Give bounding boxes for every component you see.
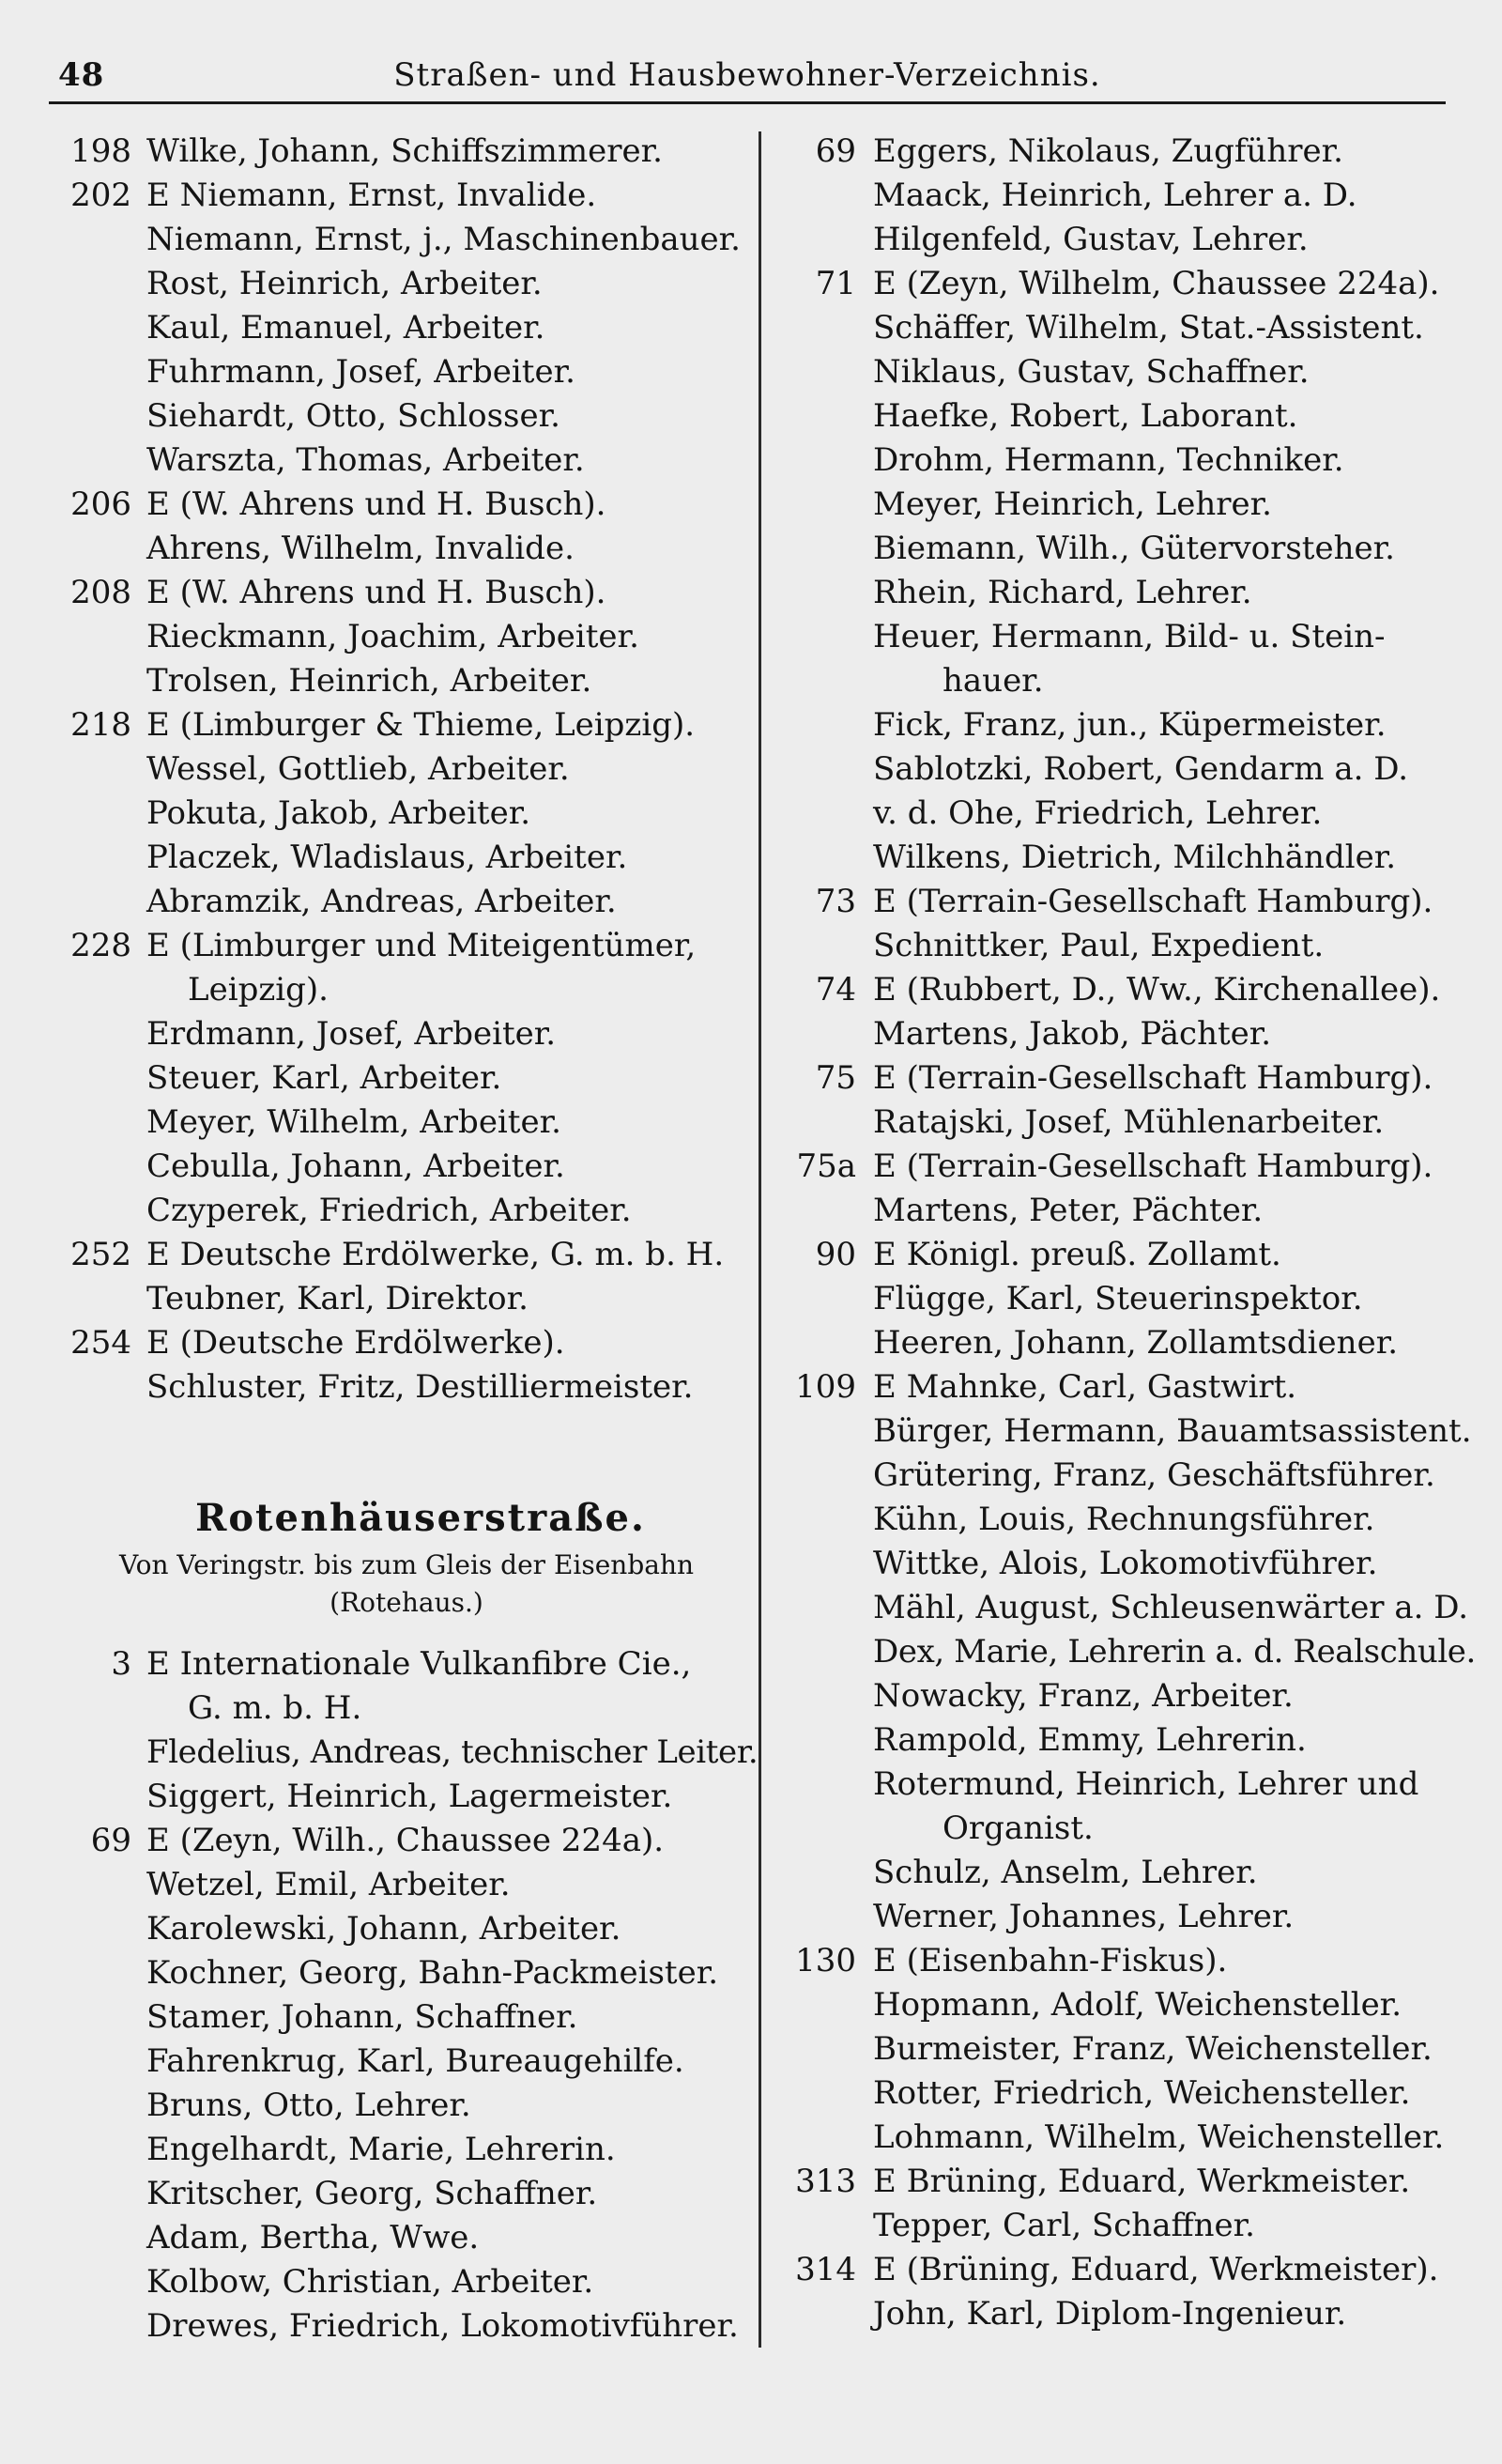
directory-entry bbox=[49, 792, 755, 836]
directory-entry bbox=[770, 130, 1464, 174]
directory-entry bbox=[49, 1277, 755, 1321]
resident-entry: Sablotzki, Robert, Gendarm a. D. bbox=[873, 750, 1409, 788]
section-gap bbox=[49, 1409, 755, 1490]
resident-entry: Kritscher, Georg, Schaffner. bbox=[146, 2175, 598, 2212]
page-header bbox=[49, 49, 1446, 104]
house-number: 3 bbox=[111, 1645, 131, 1683]
directory-entry bbox=[770, 1321, 1464, 1365]
street-route-note: (Rotehaus.) bbox=[330, 1587, 483, 1618]
house-number: 73 bbox=[815, 883, 856, 920]
directory-entry bbox=[49, 2216, 755, 2260]
resident-entry: Niklaus, Gustav, Schaffner. bbox=[873, 353, 1310, 391]
resident-entry: Karolewski, Johann, Arbeiter. bbox=[146, 1910, 621, 1948]
resident-entry: E (Limburger und Miteigentümer, bbox=[146, 927, 697, 964]
resident-entry: E (Brüning, Eduard, Werkmeister). bbox=[873, 2251, 1439, 2288]
house-number: 130 bbox=[795, 1942, 856, 1979]
resident-entry: John, Karl, Diplom-Ingenieur. bbox=[873, 2295, 1347, 2333]
directory-entry bbox=[49, 1995, 755, 2040]
directory-entry bbox=[49, 1863, 755, 1907]
resident-entry: G. m. b. H. bbox=[188, 1689, 362, 1727]
directory-entry bbox=[49, 350, 755, 394]
resident-entry: Adam, Bertha, Wwe. bbox=[146, 2219, 480, 2256]
resident-entry: Wittke, Alois, Lokomotivführer. bbox=[873, 1545, 1378, 1582]
page-number: 48 bbox=[58, 56, 105, 94]
directory-entry bbox=[770, 218, 1464, 262]
directory-entry bbox=[770, 1674, 1464, 1718]
directory-entry bbox=[770, 1101, 1464, 1145]
directory-entry bbox=[49, 1056, 755, 1101]
resident-entry: E (Deutsche Erdölwerke). bbox=[146, 1324, 565, 1362]
resident-entry: Fledelius, Andreas, technischer Leiter. bbox=[146, 1733, 759, 1771]
resident-entry: E (Limburger & Thieme, Leipzig). bbox=[146, 706, 696, 744]
resident-entry: Erdmann, Josef, Arbeiter. bbox=[146, 1015, 557, 1053]
resident-entry: Meyer, Heinrich, Lehrer. bbox=[873, 485, 1272, 523]
directory-entry bbox=[49, 394, 755, 439]
page-title: Straßen- und Hausbewohner-Verzeichnis. bbox=[393, 56, 1101, 94]
directory-entry bbox=[49, 1819, 755, 1863]
house-number: 71 bbox=[815, 265, 856, 302]
directory-entry bbox=[770, 2248, 1464, 2292]
resident-entry: Rhein, Richard, Lehrer. bbox=[873, 574, 1252, 611]
resident-entry: Burmeister, Franz, Weichensteller. bbox=[873, 2030, 1433, 2068]
directory-entry bbox=[49, 880, 755, 924]
directory-entry bbox=[49, 1365, 755, 1409]
resident-entry: Abramzik, Andreas, Arbeiter. bbox=[146, 883, 617, 920]
resident-entry: Fick, Franz, jun., Küpermeister. bbox=[873, 706, 1387, 744]
resident-entry: Rampold, Emmy, Lehrerin. bbox=[873, 1721, 1307, 1759]
resident-entry: Werner, Johannes, Lehrer. bbox=[873, 1898, 1295, 1935]
resident-entry: Heeren, Johann, Zollamtsdiener. bbox=[873, 1324, 1399, 1362]
directory-entry bbox=[770, 306, 1464, 350]
directory-entry bbox=[770, 1233, 1464, 1277]
directory-entry bbox=[770, 659, 1464, 703]
resident-entry: Kolbow, Christian, Arbeiter. bbox=[146, 2263, 594, 2301]
directory-entry bbox=[770, 1851, 1464, 1895]
directory-entry bbox=[49, 1189, 755, 1233]
directory-entry bbox=[770, 2292, 1464, 2336]
directory-entry bbox=[770, 2160, 1464, 2204]
house-number: 75a bbox=[796, 1147, 856, 1185]
column-divider bbox=[759, 131, 761, 2348]
resident-entry: Czyperek, Friedrich, Arbeiter. bbox=[146, 1192, 632, 1229]
directory-entry bbox=[49, 1731, 759, 1775]
directory-entry bbox=[49, 1145, 755, 1189]
directory-entry bbox=[770, 1807, 1464, 1851]
house-number: 218 bbox=[70, 706, 131, 744]
resident-entry: E Brüning, Eduard, Werkmeister. bbox=[873, 2163, 1411, 2200]
directory-entry bbox=[770, 1056, 1464, 1101]
directory-entry bbox=[770, 1012, 1464, 1056]
resident-entry: Haefke, Robert, Laborant. bbox=[873, 397, 1298, 435]
directory-entry bbox=[770, 2071, 1464, 2116]
directory-entry bbox=[49, 2304, 755, 2348]
directory-entry bbox=[49, 2084, 755, 2128]
directory-entry bbox=[770, 2116, 1464, 2160]
resident-entry: Tepper, Carl, Schaffner. bbox=[873, 2207, 1255, 2244]
directory-entry bbox=[770, 880, 1464, 924]
resident-entry: Lohmann, Wilhelm, Weichensteller. bbox=[873, 2118, 1445, 2156]
resident-entry: E (Eisenbahn-Fiskus). bbox=[873, 1942, 1228, 1979]
resident-entry: Martens, Jakob, Pächter. bbox=[873, 1015, 1272, 1053]
resident-entry: Eggers, Nikolaus, Zugführer. bbox=[873, 132, 1343, 170]
directory-entry bbox=[49, 527, 755, 571]
resident-entry: Organist. bbox=[943, 1810, 1094, 1847]
directory-entry bbox=[49, 2040, 755, 2084]
resident-entry: Siehardt, Otto, Schlosser. bbox=[146, 397, 560, 435]
directory-entry bbox=[770, 1277, 1464, 1321]
resident-entry: Martens, Peter, Pächter. bbox=[873, 1192, 1264, 1229]
house-number: 90 bbox=[815, 1236, 856, 1273]
resident-entry: v. d. Ohe, Friedrich, Lehrer. bbox=[873, 794, 1323, 832]
house-number: 198 bbox=[70, 132, 131, 170]
directory-entry bbox=[49, 1686, 755, 1731]
directory-entry bbox=[770, 2027, 1464, 2071]
left-column bbox=[49, 130, 759, 2348]
resident-entry: Niemann, Ernst, j., Maschinenbauer. bbox=[146, 221, 741, 258]
resident-entry: Teubner, Karl, Direktor. bbox=[146, 1280, 529, 1317]
resident-entry: Fuhrmann, Josef, Arbeiter. bbox=[146, 353, 575, 391]
right-entry-list bbox=[770, 130, 1476, 2336]
resident-entry: Kochner, Georg, Bahn-Packmeister. bbox=[146, 1954, 719, 1992]
resident-entry: Wilkens, Dietrich, Milchhändler. bbox=[873, 839, 1397, 876]
house-number: 109 bbox=[795, 1368, 856, 1406]
directory-entry bbox=[770, 483, 1464, 527]
directory-entry bbox=[770, 792, 1464, 836]
resident-entry: Mähl, August, Schleusenwärter a. D. bbox=[873, 1589, 1469, 1626]
directory-entry bbox=[49, 1642, 755, 1686]
house-number: 313 bbox=[795, 2163, 856, 2200]
resident-entry: Dex, Marie, Lehrerin a. d. Realschule. bbox=[873, 1633, 1476, 1671]
directory-entry bbox=[770, 1365, 1464, 1409]
directory-entry bbox=[49, 659, 755, 703]
directory-entry bbox=[49, 1951, 755, 1995]
directory-entry bbox=[770, 615, 1464, 659]
directory-entry bbox=[770, 1763, 1464, 1807]
house-number: 69 bbox=[815, 132, 856, 170]
directory-entry bbox=[49, 1101, 755, 1145]
directory-entry bbox=[49, 2260, 755, 2304]
resident-entry: Rost, Heinrich, Arbeiter. bbox=[146, 265, 543, 302]
resident-entry: Bruns, Otto, Lehrer. bbox=[146, 2087, 471, 2124]
resident-entry: E (Zeyn, Wilhelm, Chaussee 224a). bbox=[873, 265, 1440, 302]
directory-entry bbox=[49, 968, 755, 1012]
resident-entry: Nowacky, Franz, Arbeiter. bbox=[873, 1677, 1294, 1715]
resident-entry: Hilgenfeld, Gustav, Lehrer. bbox=[873, 221, 1309, 258]
house-number: 69 bbox=[90, 1822, 131, 1859]
directory-entry bbox=[770, 527, 1464, 571]
directory-entry bbox=[770, 836, 1464, 880]
resident-entry: E Niemann, Ernst, Invalide. bbox=[146, 177, 597, 214]
resident-entry: Hopmann, Adolf, Weichensteller. bbox=[873, 1986, 1402, 2024]
directory-entry bbox=[770, 1586, 1469, 1630]
house-number: 75 bbox=[815, 1059, 856, 1097]
house-number: 314 bbox=[795, 2251, 856, 2288]
resident-entry: hauer. bbox=[943, 662, 1044, 700]
directory-entry bbox=[49, 836, 755, 880]
directory-entry bbox=[49, 1233, 755, 1277]
directory-entry bbox=[770, 1145, 1464, 1189]
resident-entry: Engelhardt, Marie, Lehrerin. bbox=[146, 2131, 616, 2168]
house-number: 254 bbox=[70, 1324, 131, 1362]
directory-entry bbox=[49, 1321, 755, 1365]
directory-entry bbox=[770, 747, 1464, 792]
resident-entry: Siggert, Heinrich, Lagermeister. bbox=[146, 1778, 673, 1815]
directory-entry bbox=[49, 130, 755, 174]
resident-entry: Schnittker, Paul, Expedient. bbox=[873, 927, 1325, 964]
directory-entry bbox=[49, 571, 755, 615]
house-number: 228 bbox=[70, 927, 131, 964]
resident-entry: Wessel, Gottlieb, Arbeiter. bbox=[146, 750, 570, 788]
directory-entry bbox=[770, 1895, 1464, 1939]
resident-entry: Schäffer, Wilhelm, Stat.-Assistent. bbox=[873, 309, 1424, 346]
resident-entry: Cebulla, Johann, Arbeiter. bbox=[146, 1147, 565, 1185]
resident-entry: Kaul, Emanuel, Arbeiter. bbox=[146, 309, 545, 346]
resident-entry: Ahrens, Wilhelm, Invalide. bbox=[146, 530, 575, 567]
resident-entry: E (Terrain-Gesellschaft Hamburg). bbox=[873, 883, 1433, 920]
left-entry-list bbox=[49, 130, 755, 1409]
resident-entry: Kühn, Louis, Rechnungsführer. bbox=[873, 1501, 1375, 1538]
resident-entry: E Mahnke, Carl, Gastwirt. bbox=[873, 1368, 1297, 1406]
directory-entry bbox=[49, 1775, 755, 1819]
resident-entry: E (W. Ahrens und H. Busch). bbox=[146, 485, 606, 523]
resident-entry: Stamer, Johann, Schaffner. bbox=[146, 1998, 578, 2036]
directory-entry bbox=[770, 1542, 1464, 1586]
directory-entry bbox=[770, 1454, 1464, 1498]
resident-entry: E Internationale Vulkanfibre Cie., bbox=[146, 1645, 692, 1683]
directory-entry bbox=[770, 1498, 1464, 1542]
resident-entry: E (W. Ahrens und H. Busch). bbox=[146, 574, 606, 611]
house-number: 208 bbox=[70, 574, 131, 611]
resident-entry: Warszta, Thomas, Arbeiter. bbox=[146, 441, 585, 479]
resident-entry: Ratajski, Josef, Mühlenarbeiter. bbox=[873, 1103, 1385, 1141]
directory-entry bbox=[770, 924, 1464, 968]
directory-entry bbox=[49, 1907, 755, 1951]
directory-entry bbox=[770, 174, 1464, 218]
directory-entry bbox=[770, 703, 1464, 747]
directory-entry bbox=[49, 747, 755, 792]
directory-entry bbox=[49, 2128, 755, 2172]
directory-entry bbox=[49, 306, 755, 350]
resident-entry: E (Terrain-Gesellschaft Hamburg). bbox=[873, 1147, 1433, 1185]
directory-entry bbox=[770, 968, 1464, 1012]
directory-entry bbox=[770, 1409, 1472, 1454]
resident-entry: Wilke, Johann, Schiffszimmerer. bbox=[146, 132, 663, 170]
directory-entry bbox=[770, 1983, 1464, 2027]
resident-entry: E (Rubbert, D., Ww., Kirchenallee). bbox=[873, 971, 1441, 1009]
directory-entry bbox=[49, 703, 755, 747]
directory-entry bbox=[49, 218, 755, 262]
resident-entry: Rotermund, Heinrich, Lehrer und bbox=[873, 1765, 1419, 1803]
house-number: 206 bbox=[70, 485, 131, 523]
resident-entry: Schluster, Fritz, Destilliermeister. bbox=[146, 1368, 694, 1406]
resident-entry: E Deutsche Erdölwerke, G. m. b. H. bbox=[146, 1236, 725, 1273]
directory-entry bbox=[770, 439, 1464, 483]
resident-entry: Wetzel, Emil, Arbeiter. bbox=[146, 1866, 511, 1903]
street-route: Von Veringstr. bis zum Gleis der Eisenbahn bbox=[118, 1549, 695, 1580]
right-column bbox=[770, 130, 1476, 2336]
resident-entry: Trolsen, Heinrich, Arbeiter. bbox=[146, 662, 592, 700]
house-number: 74 bbox=[815, 971, 856, 1009]
resident-entry: Rotter, Friedrich, Weichensteller. bbox=[873, 2074, 1411, 2112]
resident-entry: Heuer, Hermann, Bild- u. Stein- bbox=[873, 618, 1386, 655]
directory-entry bbox=[770, 350, 1464, 394]
directory-entry bbox=[770, 1630, 1476, 1674]
resident-entry: Steuer, Karl, Arbeiter. bbox=[146, 1059, 502, 1097]
resident-entry: Leipzig). bbox=[188, 971, 329, 1009]
directory-entry bbox=[49, 924, 755, 968]
house-number: 252 bbox=[70, 1236, 131, 1273]
street-heading: Rotenhäuserstraße. bbox=[195, 1496, 646, 1540]
resident-entry: Bürger, Hermann, Bauamtsassistent. bbox=[873, 1412, 1472, 1450]
directory-entry bbox=[770, 2204, 1464, 2248]
street-entry-list bbox=[49, 1642, 759, 2348]
resident-entry: Drohm, Hermann, Techniker. bbox=[873, 441, 1344, 479]
directory-entry bbox=[770, 1718, 1464, 1763]
resident-entry: Pokuta, Jakob, Arbeiter. bbox=[146, 794, 531, 832]
directory-entry bbox=[49, 174, 755, 218]
resident-entry: Maack, Heinrich, Lehrer a. D. bbox=[873, 177, 1357, 214]
resident-entry: Schulz, Anselm, Lehrer. bbox=[873, 1854, 1258, 1891]
resident-entry: Fahrenkrug, Karl, Bureaugehilfe. bbox=[146, 2042, 684, 2080]
directory-entry bbox=[770, 571, 1464, 615]
resident-entry: E (Zeyn, Wilh., Chaussee 224a). bbox=[146, 1822, 665, 1859]
resident-entry: E (Terrain-Gesellschaft Hamburg). bbox=[873, 1059, 1433, 1097]
resident-entry: Drewes, Friedrich, Lokomotivführer. bbox=[146, 2307, 739, 2345]
directory-entry bbox=[49, 262, 755, 306]
resident-entry: Placzek, Wladislaus, Arbeiter. bbox=[146, 839, 628, 876]
directory-entry bbox=[770, 394, 1464, 439]
resident-entry: Flügge, Karl, Steuerinspektor. bbox=[873, 1280, 1363, 1317]
resident-entry: Meyer, Wilhelm, Arbeiter. bbox=[146, 1103, 561, 1141]
directory-entry bbox=[770, 262, 1464, 306]
directory-entry bbox=[49, 615, 755, 659]
resident-entry: Rieckmann, Joachim, Arbeiter. bbox=[146, 618, 639, 655]
resident-entry: E Königl. preuß. Zollamt. bbox=[873, 1236, 1281, 1273]
directory-entry bbox=[49, 483, 755, 527]
directory-entry bbox=[49, 439, 755, 483]
house-number: 202 bbox=[70, 177, 131, 214]
directory-entry bbox=[49, 2172, 755, 2216]
directory-entry bbox=[49, 1012, 755, 1056]
resident-entry: Grütering, Franz, Geschäftsführer. bbox=[873, 1456, 1435, 1494]
directory-entry bbox=[770, 1189, 1464, 1233]
directory-entry bbox=[770, 1939, 1464, 1983]
resident-entry: Biemann, Wilh., Gütervorsteher. bbox=[873, 530, 1395, 567]
